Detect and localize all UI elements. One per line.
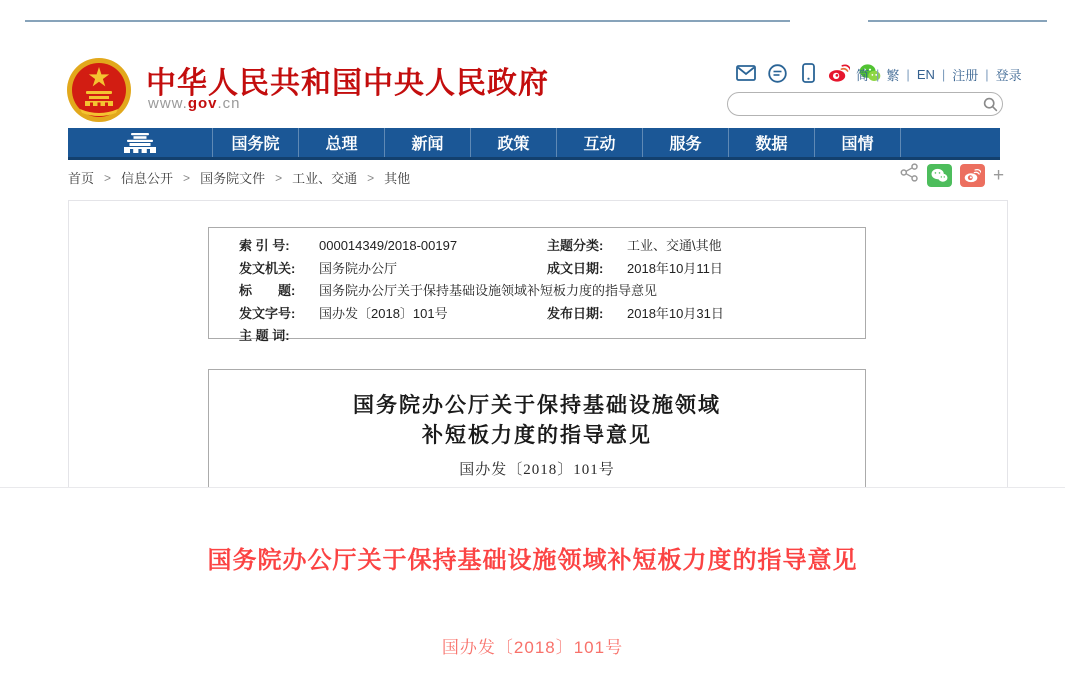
nav-item-fuwu[interactable]: 服务 [642, 128, 728, 157]
meta-written-date-value: 2018年10月11日 [627, 260, 723, 276]
breadcrumb-separator: > [275, 170, 283, 185]
wechat-share-icon[interactable] [927, 164, 952, 187]
screenshot-bottom-edge [0, 487, 1065, 488]
nav-item-guowuyuan[interactable]: 国务院 [212, 128, 298, 157]
link-separator: | [941, 67, 946, 82]
search-icon[interactable] [978, 94, 1002, 114]
site-title: 中华人民共和国中央人民政府 [146, 67, 549, 100]
document-title [209, 390, 865, 450]
article-doc-number: 国办发〔2018〕101号 [441, 638, 624, 657]
breadcrumb-separator: > [104, 170, 112, 185]
site-url-gov: gov [187, 95, 218, 112]
meta-pub-date-value: 2018年10月31日 [627, 305, 724, 321]
link-english[interactable]: EN [916, 67, 935, 82]
main-nav [68, 128, 1000, 160]
search-input[interactable] [740, 94, 978, 114]
share-nodes-icon[interactable] [900, 163, 919, 187]
meta-pub-date-label: 发布日期: [547, 305, 604, 321]
mail-icon[interactable] [735, 62, 757, 84]
nav-filler [900, 128, 1000, 157]
meta-keywords-label: 主 题 词: [239, 328, 290, 343]
link-login[interactable]: 登录 [995, 68, 1022, 83]
document-title-line1: 国务院办公厅关于保持基础设施领域 [353, 393, 721, 417]
document-preview [208, 369, 866, 488]
share-toolbar [900, 163, 1004, 187]
meta-index-label: 索 引 号: [239, 238, 290, 253]
document-panel [68, 200, 1008, 488]
nav-item-shuju[interactable]: 数据 [728, 128, 814, 157]
link-traditional[interactable]: 繁 [886, 68, 900, 83]
top-cut-line-right [868, 20, 1047, 22]
nav-item-guoqing[interactable]: 国情 [814, 128, 900, 157]
document-number: 国办发〔2018〕101号 [459, 462, 615, 478]
site-url-cn: .cn [217, 95, 241, 112]
link-simplified[interactable]: 简 [856, 68, 870, 83]
meta-docnum-value: 国办发〔2018〕101号 [319, 305, 448, 321]
national-emblem-logo[interactable] [66, 57, 132, 123]
breadcrumb-info-disclosure[interactable]: 信息公开 [121, 171, 174, 186]
nav-item-xinwen[interactable]: 新闻 [384, 128, 470, 157]
link-separator: | [906, 67, 910, 82]
breadcrumb-home[interactable]: 首页 [68, 171, 95, 186]
meta-index-value: 000014349/2018-00197 [319, 238, 458, 253]
nav-home-tiananmen-icon[interactable] [68, 128, 212, 157]
top-cut-line-left [25, 20, 790, 22]
breadcrumb-separator: > [367, 170, 375, 185]
meta-category-value: 工业、交通\其他 [627, 238, 722, 253]
meta-keywords-value [319, 325, 865, 348]
nav-item-zongli[interactable]: 总理 [298, 128, 384, 157]
link-separator: | [876, 67, 880, 82]
link-separator: | [985, 67, 989, 82]
message-icon[interactable] [766, 62, 788, 84]
meta-written-date-label: 成文日期: [547, 260, 604, 276]
weibo-icon[interactable] [828, 62, 850, 84]
nav-item-hudong[interactable]: 互动 [556, 128, 642, 157]
meta-issuer-value: 国务院办公厅 [319, 260, 398, 276]
meta-issuer-label: 发文机关: [239, 260, 296, 276]
site-url [148, 95, 241, 112]
breadcrumb-separator: > [183, 170, 191, 185]
meta-title-label: 标 题: [239, 283, 296, 298]
document-title-line2: 补短板力度的指导意见 [422, 423, 652, 447]
search-box [727, 92, 1003, 116]
plus-icon[interactable]: + [993, 164, 1005, 186]
weibo-share-icon[interactable] [960, 164, 985, 187]
nav-item-zhengce[interactable]: 政策 [470, 128, 556, 157]
header-links [856, 65, 1046, 84]
meta-category-label: 主题分类: [547, 238, 604, 253]
site-url-www: www. [148, 95, 188, 112]
meta-title-value: 国务院办公厅关于保持基础设施领域补短板力度的指导意见 [319, 283, 658, 298]
document-meta-table [208, 227, 866, 343]
breadcrumb [68, 168, 410, 187]
breadcrumb-industry-transport[interactable]: 工业、交通 [292, 171, 358, 186]
breadcrumb-state-council-docs[interactable]: 国务院文件 [200, 171, 266, 186]
link-register[interactable]: 注册 [952, 68, 979, 83]
meta-docnum-label: 发文字号: [239, 305, 296, 321]
breadcrumb-other[interactable]: 其他 [384, 171, 411, 186]
article-title: 国务院办公厅关于保持基础设施领域补短板力度的指导意见 [207, 547, 858, 574]
mobile-icon[interactable] [797, 62, 819, 84]
